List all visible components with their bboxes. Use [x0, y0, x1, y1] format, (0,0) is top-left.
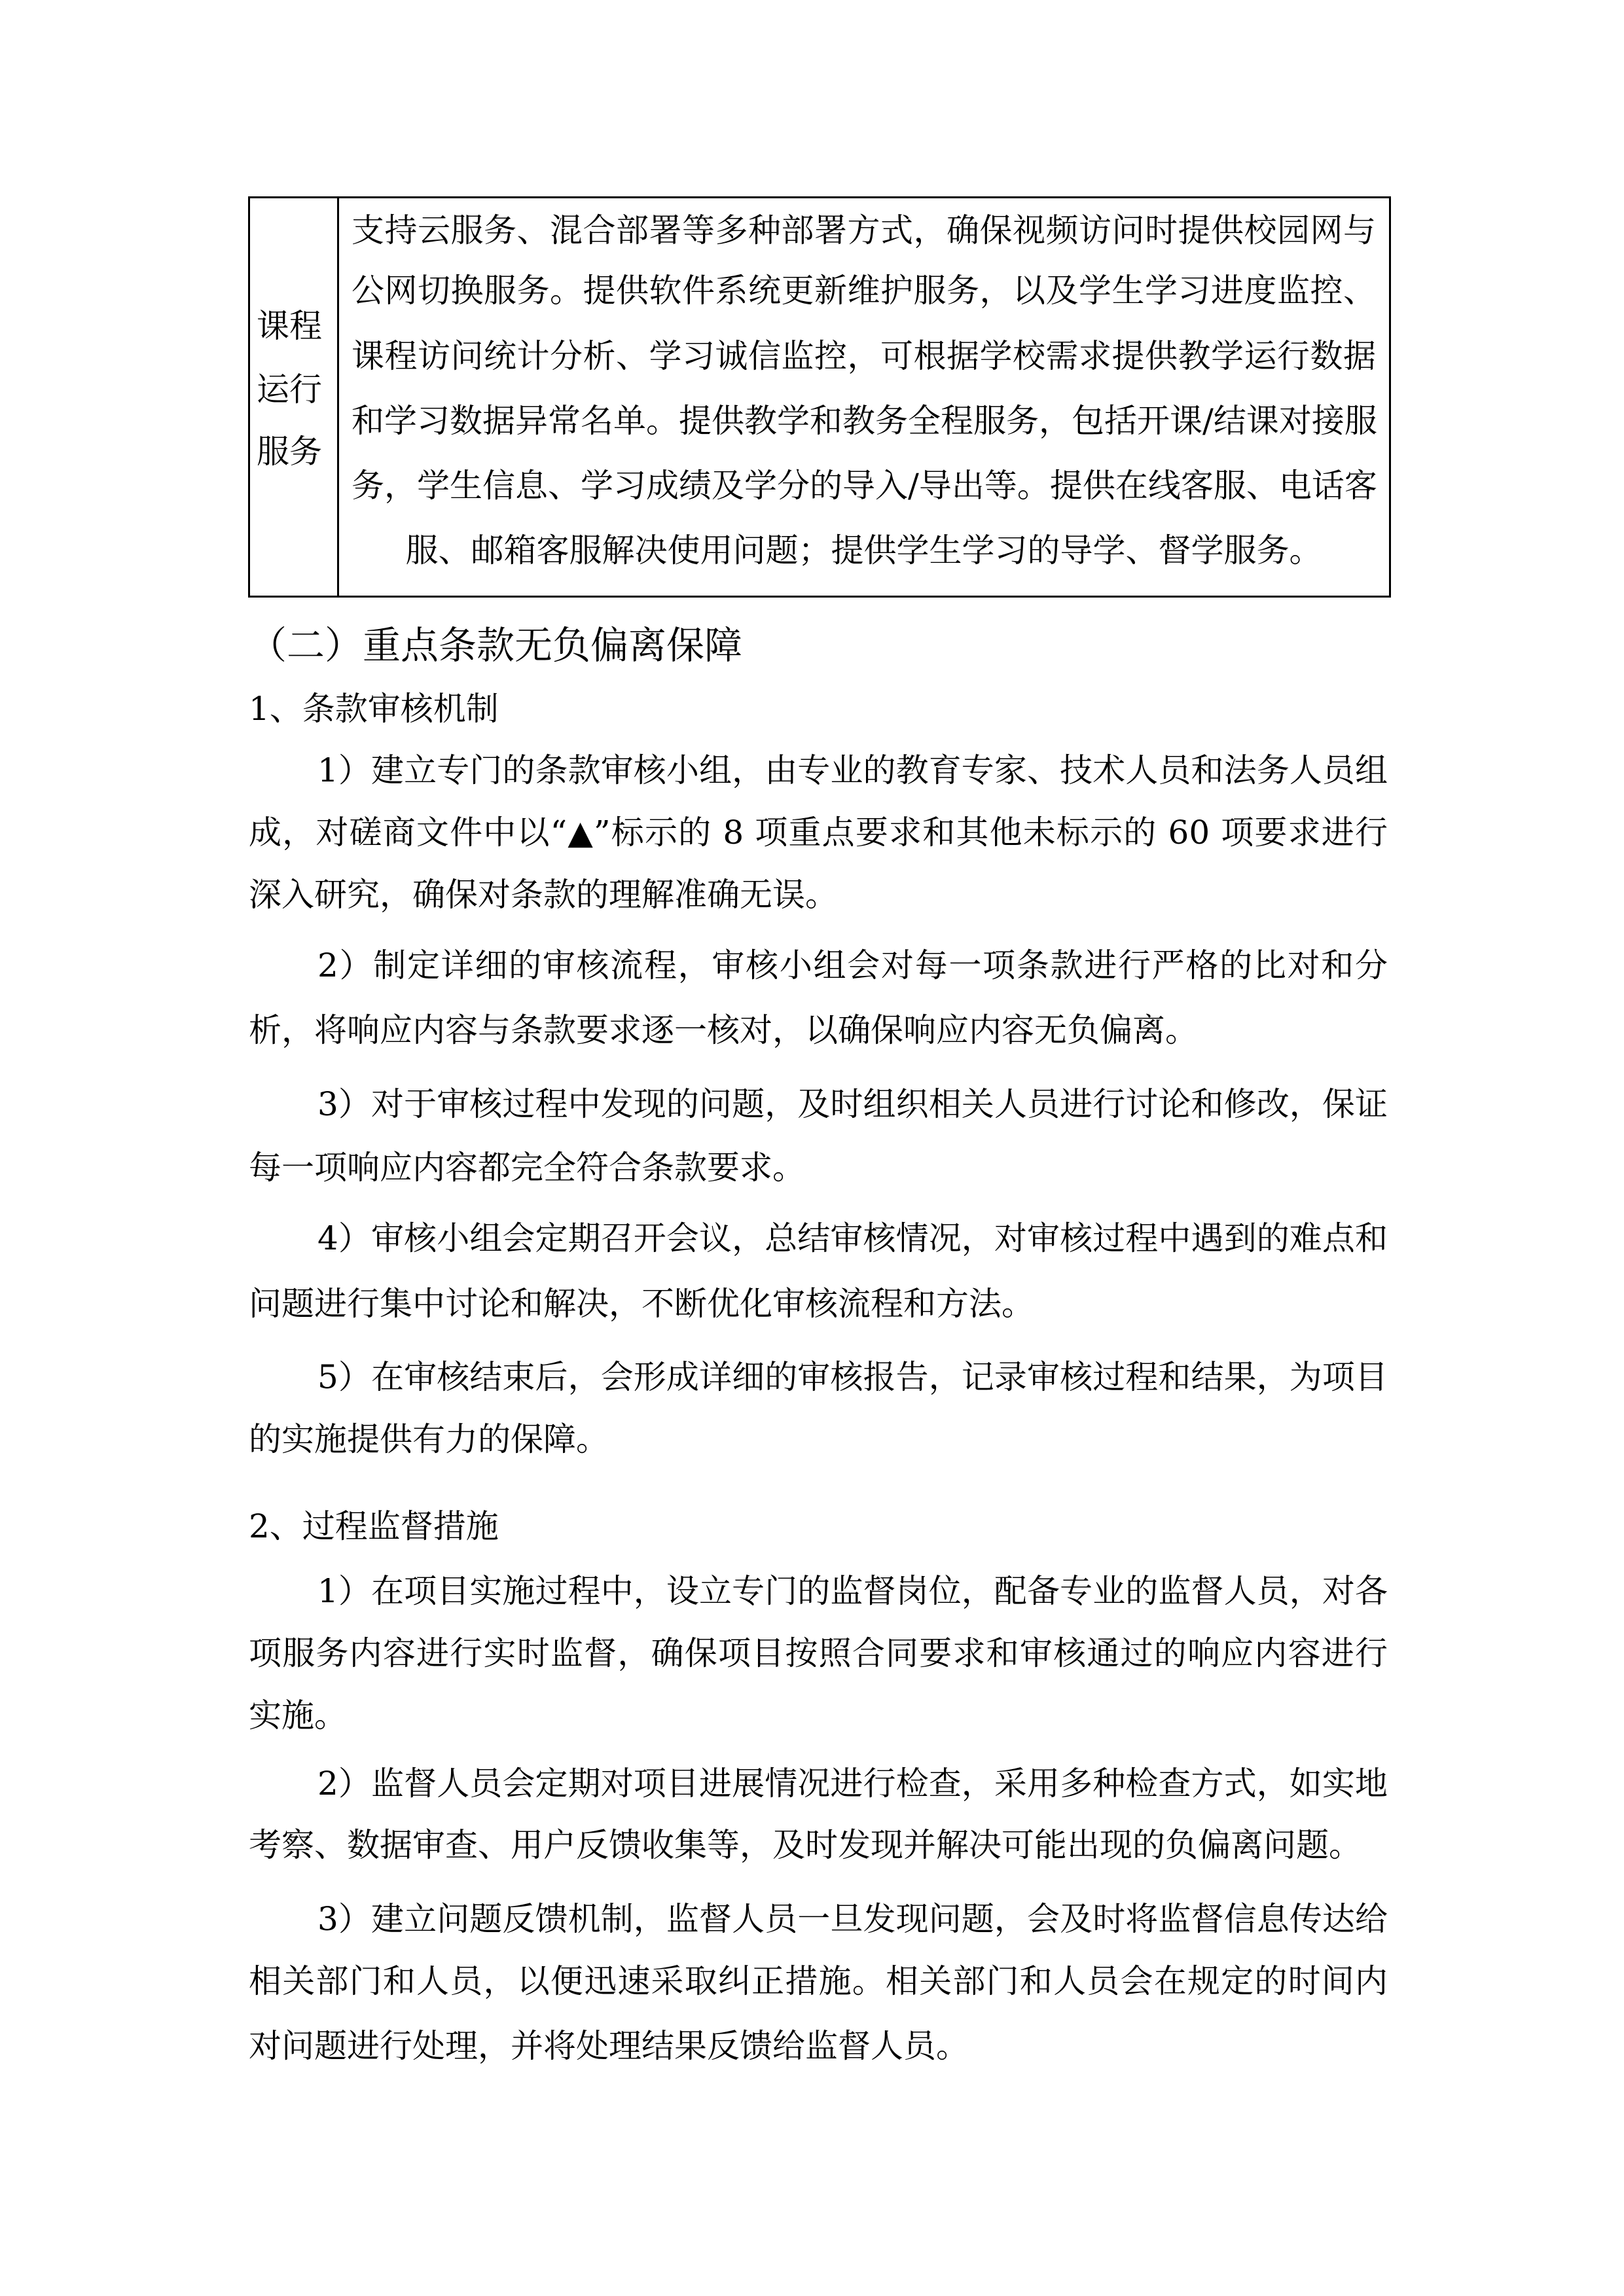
subsection-title: 1、条款审核机制 [249, 690, 499, 728]
paragraph-line: 深入研究，确保对条款的理解准确无误。 [249, 876, 838, 914]
subsection-title: 2、过程监督措施 [249, 1507, 499, 1545]
table-label: 课程 [257, 307, 322, 345]
paragraph-line: 析，将响应内容与条款要求逐一核对，以确保响应内容无负偏离。 [249, 1011, 1198, 1049]
paragraph-line: 4）审核小组会定期召开会议，总结审核情况，对审核过程中遇到的难点和 [317, 1219, 1388, 1257]
paragraph-line: 项服务内容进行实时监督，确保项目按照合同要求和审核通过的响应内容进行 [249, 1634, 1388, 1672]
paragraph-line: 3）建立问题反馈机制，监督人员一旦发现问题，会及时将监督信息传达给 [317, 1900, 1388, 1938]
paragraph-line: 3）对于审核过程中发现的问题，及时组织相关人员进行讨论和修改，保证 [317, 1085, 1388, 1123]
paragraph-line: 1）建立专门的条款审核小组，由专业的教育专家、技术人员和法务人员组 [317, 751, 1388, 789]
paragraph-line: 的实施提供有力的保障。 [249, 1420, 609, 1458]
table-content-line: 支持云服务、混合部署等多种部署方式，确保视频访问时提供校园网与 [352, 211, 1376, 249]
table-column-divider [337, 198, 339, 596]
paragraph-line: 成，对磋商文件中以“▲”标示的 8 项重点要求和其他未标示的 60 项要求进行 [249, 814, 1388, 852]
table-label: 运行 [257, 370, 322, 408]
table-content-line: 课程访问统计分析、学习诚信监控，可根据学校需求提供教学运行数据 [352, 337, 1376, 375]
paragraph-line: 对问题进行处理，并将处理结果反馈给监督人员。 [249, 2027, 969, 2065]
paragraph-line: 相关部门和人员，以便迅速采取纠正措施。相关部门和人员会在规定的时间内 [249, 1962, 1388, 2000]
paragraph-line: 5）在审核结束后，会形成详细的审核报告，记录审核过程和结果，为项目 [317, 1358, 1388, 1396]
paragraph-line: 每一项响应内容都完全符合条款要求。 [249, 1149, 805, 1187]
table-content-line: 务，学生信息、学习成绩及学分的导入/导出等。提供在线客服、电话客 [352, 467, 1377, 505]
paragraph-line: 2）监督人员会定期对项目进展情况进行检查，采用多种检查方式，如实地 [317, 1765, 1388, 1803]
section-title: （二）重点条款无负偏离保障 [249, 623, 743, 668]
table-label: 服务 [257, 433, 322, 471]
paragraph-line: 1）在项目实施过程中，设立专门的监督岗位，配备专业的监督人员，对各 [317, 1572, 1388, 1610]
table-content-line: 和学习数据异常名单。提供教学和教务全程服务，包括开课/结课对接服 [352, 402, 1377, 440]
paragraph-line: 实施。 [249, 1696, 347, 1734]
table-content-line: 服、邮箱客服解决使用问题；提供学生学习的导学、督学服务。 [405, 531, 1322, 569]
table-content-line: 公网切换服务。提供软件系统更新维护服务，以及学生学习进度监控、 [352, 272, 1376, 310]
paragraph-line: 2）制定详细的审核流程，审核小组会对每一项条款进行严格的比对和分 [317, 946, 1388, 984]
paragraph-line: 考察、数据审查、用户反馈收集等，及时发现并解决可能出现的负偏离问题。 [249, 1826, 1362, 1864]
paragraph-line: 问题进行集中讨论和解决，不断优化审核流程和方法。 [249, 1285, 1034, 1323]
